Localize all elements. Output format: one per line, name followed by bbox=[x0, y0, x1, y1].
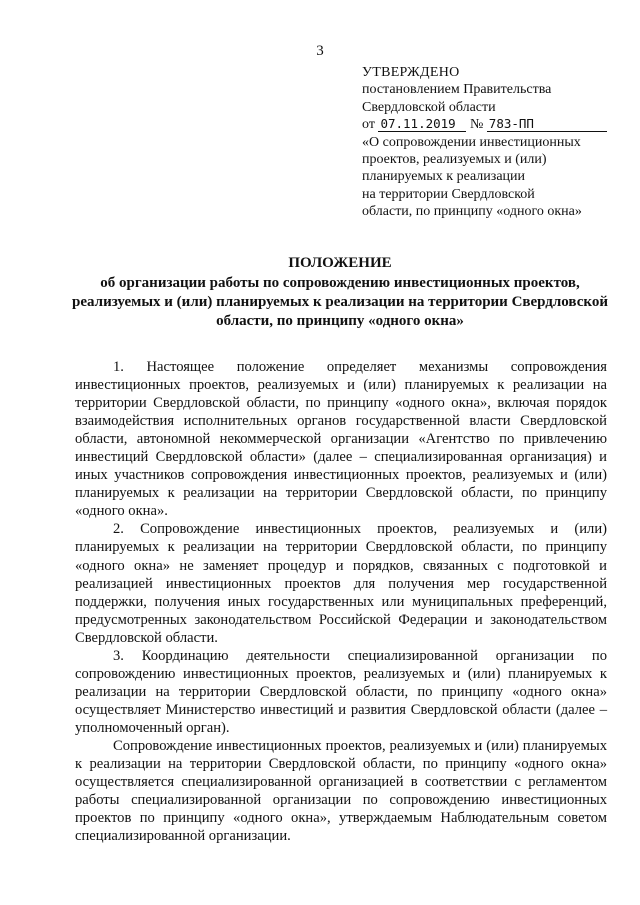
subject-line-4: на территории Свердловской bbox=[362, 186, 535, 202]
paragraph-3: 3. Координацию деятельности специализированной организации по сопровождению инвестиционных проектов, реализуемых и (или) планируемых к реализации на территории Свердловской области, по принципу «одного окна» осуществляет Министерство инвестиций и развития Свердловской области (далее – уполномоченный орган). bbox=[75, 647, 607, 736]
paragraph-1: 1. Настоящее положение определяет механизмы сопровождения инвестиционных проектов, реализуемых и (или) планируемых к реализации на территории Свердловской области, по принципу «одного окна», включая порядок взаимодействия исполнительных органов государственной власти Свердловской области, автономной некоммерческой организации «Агентство по привлечению инвестиций Свердловской области» (далее – специализированная организация) и иных участников сопровождения инвестиционных проектов, реализуемых и (или) планируемых к реализации на территории Свердловской области, по принципу «одного окна». bbox=[75, 359, 607, 520]
page-number: 3 bbox=[316, 43, 324, 59]
decree-date-number-line bbox=[362, 116, 612, 133]
subject-line-2: проектов, реализуемых и (или) bbox=[362, 152, 547, 168]
paragraph-4: Сопровождение инвестиционных проектов, реализуемых и (или) планируемых к реализации на территории Свердловской области, по принципу «одного окна» осуществляется специализированной организацией в соответствии с регламентом работы специализированной организации по сопровождению инвестиционных проектов по принципу «одного окна», утверждаемым Наблюдательным советом специализированной организации. bbox=[75, 737, 607, 845]
decree-date: 07.11.2019 bbox=[378, 117, 466, 132]
paragraph-2: 2. Сопровождение инвестиционных проектов, реализуемых и (или) планируемых к реализации на территории Свердловской области, по принципу «одного окна» не заменяет процедур и порядков, связанных с подготовкой и реализацией инвестиционных проектов для получения мер государственной поддержки, получения иных государственных или муниципальных преференций, предусмотренных законодательством Российской Федерации и законодательством Свердловской области. bbox=[75, 521, 607, 646]
number-prefix: № bbox=[469, 117, 484, 133]
approved-label: УТВЕРЖДЕНО bbox=[362, 65, 460, 80]
approval-line-1: постановлением Правительства bbox=[362, 82, 552, 98]
approval-block bbox=[362, 64, 612, 221]
subject-line-3: планируемых к реализации bbox=[362, 169, 526, 185]
date-prefix: от bbox=[362, 117, 375, 133]
subject-line-1: «О сопровождении инвестиционных bbox=[362, 134, 581, 150]
document-body bbox=[75, 358, 607, 845]
title-subtitle: об организации работы по сопровождению инвестиционных проектов, реализуемых и (или) планируемых к реализации на территории Свердловской области, по принципу «одного окна» bbox=[72, 275, 608, 329]
decree-number: 783-ПП bbox=[487, 117, 607, 132]
subject-line-5: области, по принципу «одного окна» bbox=[362, 204, 582, 220]
document-title bbox=[70, 254, 610, 331]
title-heading: ПОЛОЖЕНИЕ bbox=[288, 255, 392, 271]
approval-line-2: Свердловской области bbox=[362, 99, 496, 115]
